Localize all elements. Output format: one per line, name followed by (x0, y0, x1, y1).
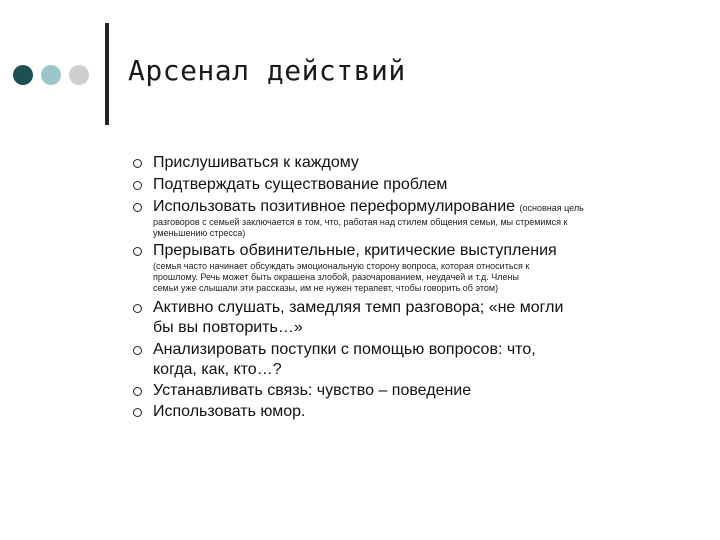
list-item-text: когда, как, кто…? (153, 361, 282, 378)
list-item-text: Прислушиваться к каждому (153, 154, 359, 171)
list-item-main: Использовать позитивное переформулирование (153, 198, 516, 215)
slide-title: Арсенал действий (128, 54, 406, 87)
list-item-text: Устанавливать связь: чувство – поведение (153, 382, 472, 399)
bullet-circle-icon (133, 181, 142, 190)
list-item-text: Анализировать поступки с помощью вопросов: что, (153, 341, 536, 358)
bullet-circle-icon (133, 203, 142, 212)
list-item-text: Прерывать обвинительные, критические выступления (153, 242, 557, 259)
bullet-circle-icon (133, 387, 142, 396)
bullet-circle-icon (133, 247, 142, 256)
bullet-circle-icon (133, 408, 142, 417)
list-item-text (153, 197, 673, 216)
bullet-circle-icon (133, 159, 142, 168)
list-item-text: Активно слушать, замедляя темп разговора; «не могли (153, 299, 564, 316)
list-item-text: Использовать юмор. (153, 403, 306, 420)
bullet-circle-icon (133, 346, 142, 355)
list-item-text: Подтверждать существование проблем (153, 176, 448, 193)
note-line: уменьшению стресса) (153, 228, 246, 238)
list-item-text: бы вы повторить…» (153, 319, 303, 336)
note-line: (семья часто начинает обсуждать эмоциональную сторону вопроса, которая относиться к (153, 261, 530, 271)
note-line: семьи уже слышали эти рассказы, им не нужен терапевт, чтобы говорить об этом) (153, 283, 499, 293)
list-item-note: (основная цель (519, 203, 584, 213)
note-line: разговоров с семьей заключается в том, что, работая над стилем общения семьи, мы стремимся к (153, 217, 568, 227)
bullet-circle-icon (133, 304, 142, 313)
note-line: прошлому. Речь может быть окрашена злобой, разочарованием, неудачей и т.д. Члены (153, 272, 519, 282)
